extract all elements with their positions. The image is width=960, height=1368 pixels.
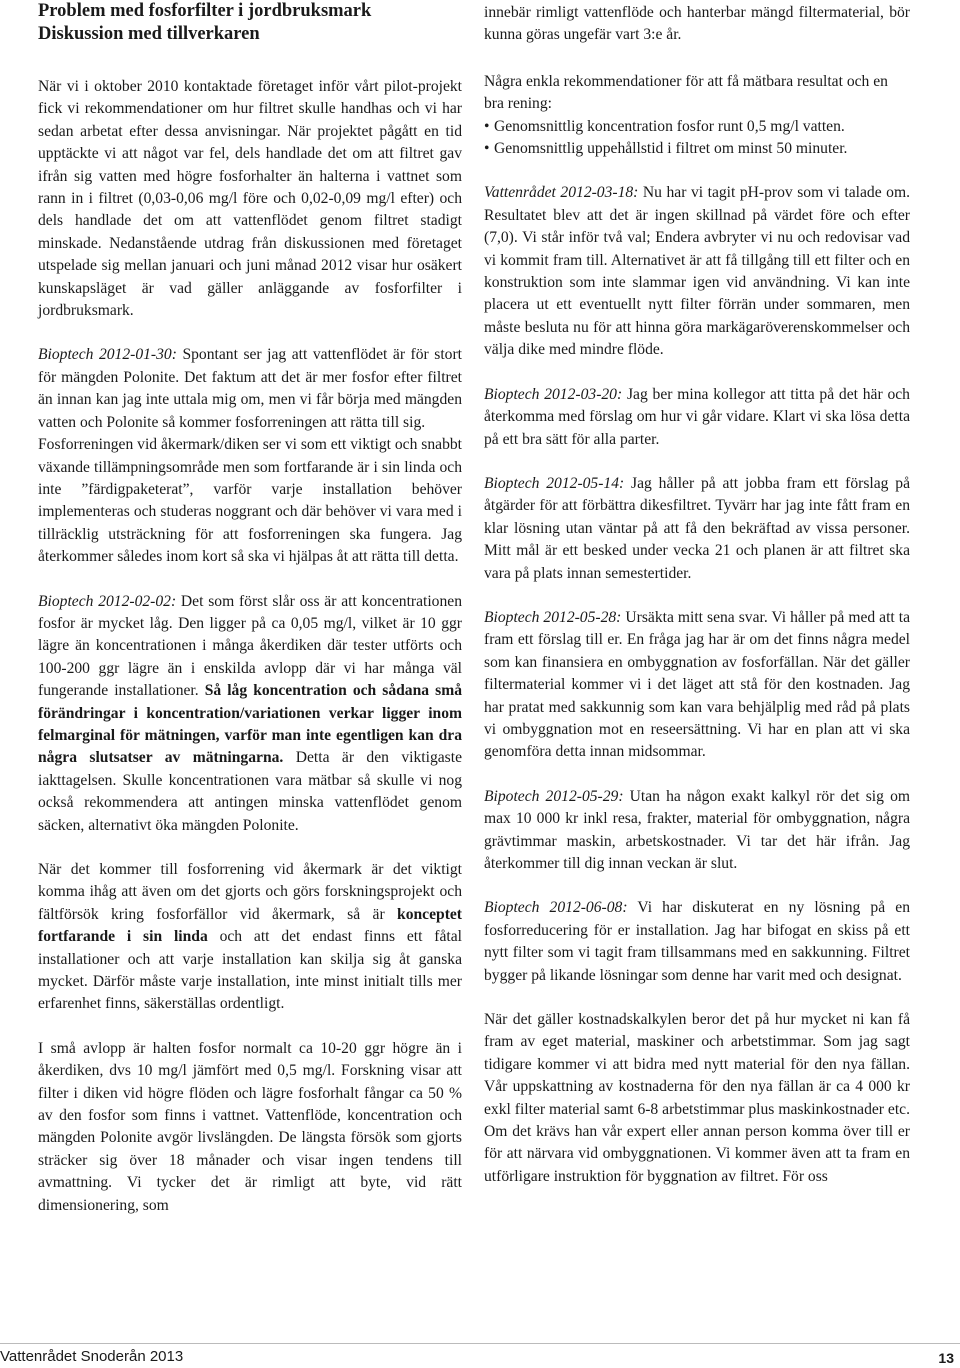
- entry-text: Nu har vi tagit pH-prov som vi talade om. Resultatet blev att det är ingen skillnad på värdet före och efter (7,0). Vi står inför två val; Endera avbryter vi nu och redovisar vad vi kommit fram till. Alternativet är att få tillgång till ett filter och en konstruktion som inte slammar igen vid användning. Vi kan inte placera ut ett eventuellt nytt filter förrän under sommaren, men måste besluta nu för att hinna göra markägaröverenskommelser och välja dike med mindre flöde.: [484, 184, 910, 359]
- entry-date-label: Vattenrådet 2012-03-18:: [484, 184, 639, 202]
- paragraph-text: och att det endast finns ett fåtal installationer och att varje installation kan skilja sig åt ganska mycket. Därför måste varje installation, inte minst initialt tills mer erfarenhet finns, säkerställas ordentligt.: [38, 928, 462, 1013]
- paragraph-bold-text: konceptet fortfarande i sin linda: [38, 905, 462, 946]
- entry-date-label: Bioptech 2012-05-14:: [484, 474, 625, 492]
- footer-divider: [0, 1343, 960, 1344]
- bioptech-2012-03-20-paragraph: [484, 384, 910, 451]
- entry-date-label: Bioptech 2012-03-20:: [484, 385, 623, 403]
- list-item: • Genomsnittlig koncentration fosfor runt 0,5 mg/l vatten.: [484, 116, 910, 138]
- entry-text: Spontant ser jag att vattenflödet är för stort för mängden Polonite. Det faktum att det är mer fosfor efter filtret än innan kan jag inte uttala mig om, men vi får börja med mängden vatten och Polonite så kommer fosforreningen att rätta till sig.: [38, 346, 462, 431]
- vattenradet-2012-03-18-paragraph: [484, 182, 910, 361]
- recommendations-list: [484, 116, 910, 161]
- continuation-paragraph: innebär rimligt vattenflöde och hanterbar mängd filtermaterial, bör kunna göras ungefär vart 3:e år.: [484, 4, 910, 44]
- entry-date-label: Bioptech 2012-02-02:: [38, 592, 177, 610]
- bioptech-2012-06-08-paragraph: [484, 897, 910, 987]
- left-column: [38, 0, 462, 1217]
- page-number: 13: [938, 1350, 954, 1366]
- bipotech-2012-05-29-paragraph: [484, 786, 910, 876]
- cost-estimate-paragraph: När det gäller kostnadskalkylen beror det på hur mycket ni kan få fram av eget material, maskiner och arbetstimmar. Som jag sagt tidigare kommer vi att bidra med nytt material för den nya fällan. Vår uppskattning av kostnaderna för den nya fällan är ca 4 000 kr exkl filter material samt 6-8 arbetstimmar plus maskinkostnader etc. Om det krävs han vår expert eller annan person komma över till er för att närvara vid ombyggnationen. Vi kommer även att ta fram en utförligare instruktion för byggnation av filtret. För oss: [484, 1011, 910, 1185]
- entry-text: Jag håller på att jobba fram ett förslag på åtgärder för att förbättra dikesfiltret. Tyvärr har jag inte fått fram en klar lösning utan väntar på att få den bekräftad av vissa personer. Mitt mål är ett besked under vecka 21 och planen är att filtret ska vara på plats innan semestertider.: [484, 474, 910, 582]
- footer-publication: Vattenrådet Snoderån 2013: [0, 1348, 184, 1365]
- entry-text: Detta är den viktigaste iakttagelsen. Skulle koncentrationen vara mätbar så skulle vi nog också rekommendera att antingen minska vattenflödet genom säcken, alternativt öka mängden Polonite.: [38, 749, 462, 834]
- bioptech-2012-01-30-paragraph: [38, 344, 462, 434]
- entry-text: Jag ber mina kollegor att titta på det här och återkomma med förslag om hur vi går vidare. Klart vi ska lösa detta på ett bra sätt för alla parter.: [484, 385, 910, 448]
- entry-text: Utan ha någon exakt kalkyl rör det sig om max 10 000 kr inkl resa, frakter, material för ombyggnation, några grävtimmar maskin, arbetskostnader. Vi tar det här ifrån. Jag återkommer till dig innan veckan är slut.: [484, 787, 910, 872]
- article-subtitle: Diskussion med tillverkaren: [38, 24, 260, 44]
- entry-text: Det som först slår oss är att koncentrationen fosfor är mycket låg. Den ligger på ca 0,05 mg/l, vilket är 10 ggr lägre än koncentrationen i många åkerdiken där tester utförts och 100-200 ggr lägre än i enskilda avlopp där vi har många väl fungerande installationer.: [38, 592, 462, 700]
- bioptech-2012-05-28-paragraph: [484, 607, 910, 764]
- intro-paragraph: När vi i oktober 2010 kontaktade företaget inför vårt pilot-projekt fick vi rekommendationer om hur filtret skulle handhas och vi har sedan arbetat efter dessa anvisningar. När projektet pågått en tid upptäckte vi att något var fel, dels handlade det om att filtret gav ifrån sig vatten med högre fosforhalter än halterna i vattnet som rann in i filtret (0,03-0,06 mg/l före och 0,02-0,09 mg/l efter) och dels handlade det om att vattenflödet genom filtret stadigt minskade. Nedanstående utdrag från diskussionen med företaget utspelade sig mellan januari och juni månad 2012 visar hur osäkert kunskapsläget är vad gäller anläggande av fosforfilter i jordbruksmark.: [38, 78, 462, 320]
- concept-paragraph: [38, 859, 462, 1016]
- recommendations-paragraph: Några enkla rekommendationer för att få mätbara resultat och en bra rening:: [484, 72, 888, 113]
- paragraph-text: När det kommer till fosforrening vid åkermark är det viktigt komma ihåg att även om det gjorts och görs forskningsprojekt och fältförsök kring fosforfällor vid åkermark, så är: [38, 861, 462, 923]
- entry-text: Ursäkta mitt sena svar. Vi håller på med att ta fram ett förslag till er. En fråga jag har är om det finns några medel som kan finansiera en ombyggnation av fosforfällan. När det gäller filtermaterial kommer vi i det läget att stå för den kostnaden. Jag har pratat med sakkunnig som kan vara behjälplig med råd på plats vi ombyggnation mot en reseersättning. Vi har en plan att vi ska genomföra detta innan midsommar.: [484, 608, 911, 761]
- entry-text: Vi har diskuterat en ny lösning på en fosforreducering för er installation. Jag har bifogat en skiss på ett nytt filter som vi tagit fram tillsammans med en sakkunning. Filtret bygger på likande lösningar som denne har varit med och designat.: [484, 899, 910, 984]
- right-column: [484, 0, 910, 1188]
- bioptech-2012-05-14-paragraph: [484, 473, 910, 585]
- entry-date-label: Bioptech 2012-05-28:: [484, 608, 622, 626]
- entry-date-label: Bipotech 2012-05-29:: [484, 787, 624, 805]
- small-sewage-paragraph: I små avlopp är halten fosfor normalt ca 10-20 ggr högre än i åkerdiken, dvs 10 mg/l jämfört med 0,5 mg/l. Forskning visar att filter i diken vid högre flöden och lägre fosforhalt fångar ca 50 % av den fosfor som finns i vattnet. Vattenflöde, koncentration och mängden Polonite avgör livslängden. De längsta försök som gjorts sträcker sig över 18 månader och visar ingen tendens till avmattning. Vi tycker det är rimligt att byte, vid rätt dimensionering, som: [38, 1039, 462, 1214]
- entry-bold-text: Så låg koncentration och sådana små förändringar i koncentration/variationen verkar ligger inom felmarginal för mätningen, varför man inte egentligen kan dra några slutsatser av mätningarna.: [38, 682, 462, 767]
- list-item: • Genomsnittlig uppehållstid i filtret om minst 50 minuter.: [484, 138, 910, 160]
- article-title: Problem med fosforfilter i jordbruksmark: [38, 1, 372, 21]
- entry-date-label: Bioptech 2012-01-30:: [38, 346, 177, 364]
- bioptech-2012-02-02-paragraph: [38, 591, 462, 837]
- entry-date-label: Bioptech 2012-06-08:: [484, 899, 628, 917]
- fosforrening-paragraph: Fosforreningen vid åkermark/diken ser vi som ett viktigt och snabbt växande tillämpningsområde men som fortfarande är i sin linda och inte ”färdigpaketerat”, varför varje installation behöver implementeras och studeras noggrant och där behöver vi vara med i tillräcklig utsträckning för att fosforreningen ska fungera. Jag återkommer således inom kort så ska vi hjälpas åt att rätta till detta.: [38, 436, 462, 566]
